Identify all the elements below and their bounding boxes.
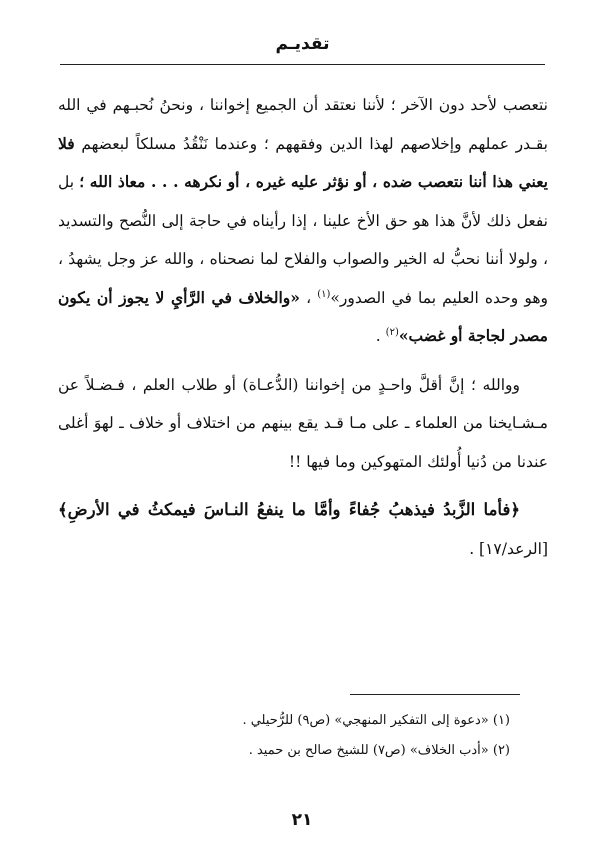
paragraph-1	[58, 86, 548, 356]
footnote-rule	[350, 694, 520, 695]
page-number: ٢١	[291, 810, 313, 830]
footnote-2: (٢) «أدب الخلاف» (ص٧) للشيخ صالح بن حميد .	[248, 743, 510, 758]
paragraph-1-bold-quote: «والخلاف في الرَّأيِ لا يجوز أن يكون مصدر لجاجة أو غضب»	[58, 287, 548, 345]
paragraph-2-text: ووالله ؛ إنَّ أقلَّ واحـدٍ من إخواننا (الدُّعـاة) أو طلاب العلم ، فـضـلاً عن مـشـايخنا من العلماء ـ على مـا قـد يقع بينهم من اختلاف أو خلاف ـ لهوَ أغلى عندنا من دُنيا أُولئك المتهوكين وما فيها !!	[58, 375, 548, 471]
paragraph-1-text-a: نتعصب لأحد دون الآخر ؛ لأننا نعتقد أن الجميع إخواننا ، ونحنُ نُحبـهم في الله بقـدر عملهم وإخلاصهم لهذا الدين وفقههم ؛ وعندما نَنْقُدُ مسلكاً لبعضهم	[58, 96, 548, 153]
footnotes	[60, 706, 510, 766]
quran-verse: ﴿فأما الزَّبدُ فيذهبُ جُفاءً وأمَّا ما ينفعُ النـاسَ فيمكثُ في الأرضِ﴾	[58, 500, 520, 519]
footnote-ref-1: (١)	[317, 288, 331, 300]
body-text	[58, 86, 548, 568]
header-rule	[60, 64, 545, 65]
paragraph-1-text-f: .	[375, 327, 386, 345]
footnote-1: (١) «دعوة إلى التفكير المنهجي» (ص٩) للرُّحيلي .	[242, 713, 510, 728]
paragraph-2	[58, 366, 548, 482]
paragraph-3-quran-verse	[58, 491, 548, 568]
running-header: تقديـم	[275, 34, 330, 54]
footnote-ref-2: (٢)	[385, 327, 399, 338]
paragraph-1-text-d: ،	[299, 288, 318, 307]
paragraph-1-bold-phrase: فلا يعني هذا أننا نتعصب ضده ، أو نؤثر عليه غيره ، أو نكرهه . . . معاذ الله ؛	[58, 133, 548, 191]
paragraph-1-text-c: بل نفعل ذلك لأنَّ هذا هو حق الأخ علينا ، إذا رأيناه في حاجة إلى النُّصح والتسديد ، ولولا أننا نحبُّ له الخير والصواب والفلاح لما نصحناه ، والله عز وجل يشهدُ ، وهو وحده العليم بما في الصدور»	[58, 173, 548, 307]
verse-reference: [الرعد/١٧] .	[469, 539, 548, 558]
